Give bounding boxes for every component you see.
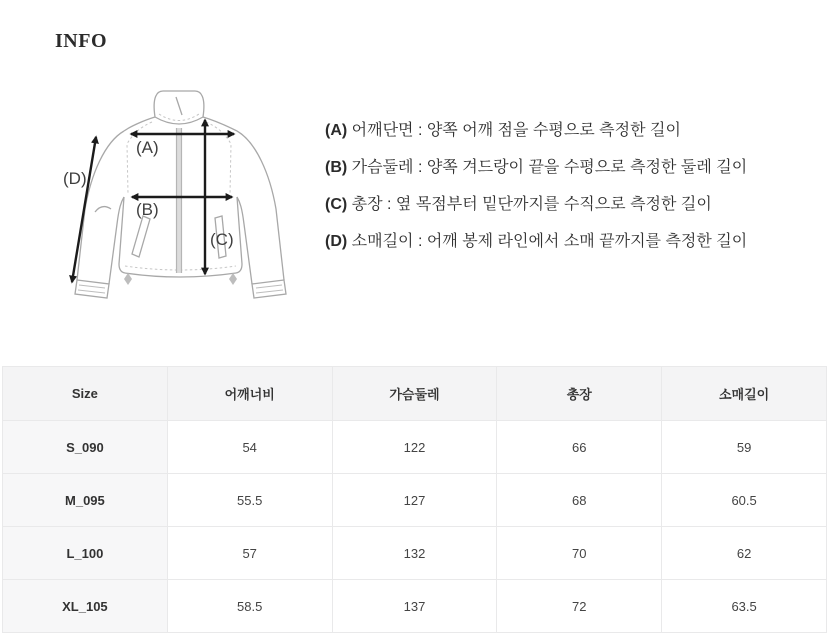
table-row-s090 [3,421,827,474]
measurement-key-C: (C) [325,196,348,213]
size-cell: XL_105 [3,580,168,633]
value-cell: 59 [662,421,827,474]
measurement-desc-A [325,112,747,149]
measurement-desc-C [325,186,747,223]
jacket-measurement-diagram [55,84,317,312]
arrow-sleeve-D [72,137,96,282]
measurement-key-A: (A) [325,122,348,139]
value-cell: 60.5 [662,474,827,527]
measurement-text-A: 어깨단면 : 양쪽 어깨 점을 수평으로 측정한 길이 [351,122,681,139]
value-cell: 68 [497,474,662,527]
table-row-xl105 [3,580,827,633]
value-cell: 58.5 [167,580,332,633]
header-shoulder-width: 어깨너비 [167,367,332,421]
diagram-label-A: (A) [136,138,159,157]
diagram-label-C: (C) [210,230,234,249]
header-size: Size [3,367,168,421]
value-cell: 70 [497,527,662,580]
jacket-diagram-svg [55,84,317,312]
measurement-desc-B [325,149,747,186]
measurement-key-B: (B) [325,159,348,176]
measurement-text-C: 총장 : 옆 목점부터 밑단까지를 수직으로 측정한 길이 [351,196,712,213]
measurement-key-D: (D) [325,233,348,250]
value-cell: 72 [497,580,662,633]
header-chest: 가슴둘레 [332,367,497,421]
value-cell: 63.5 [662,580,827,633]
measurement-descriptions [325,112,747,260]
diagram-label-B: (B) [136,200,159,219]
diagram-label-D: (D) [63,169,87,188]
value-cell: 132 [332,527,497,580]
value-cell: 137 [332,580,497,633]
table-row-l100 [3,527,827,580]
value-cell: 122 [332,421,497,474]
size-cell: S_090 [3,421,168,474]
jacket-zipper [177,128,182,273]
value-cell: 54 [167,421,332,474]
value-cell: 127 [332,474,497,527]
size-cell: L_100 [3,527,168,580]
measurement-text-B: 가슴둘레 : 양쪽 겨드랑이 끝을 수평으로 측정한 둘레 길이 [351,159,748,176]
table-header-row [3,367,827,421]
size-table [2,366,827,633]
value-cell: 55.5 [167,474,332,527]
value-cell: 66 [497,421,662,474]
value-cell: 57 [167,527,332,580]
header-sleeve-length: 소매길이 [662,367,827,421]
header-total-length: 총장 [497,367,662,421]
value-cell: 62 [662,527,827,580]
size-cell: M_095 [3,474,168,527]
table-row-m095 [3,474,827,527]
measurement-text-D: 소매길이 : 어깨 봉제 라인에서 소매 끝까지를 측정한 길이 [351,233,748,250]
page-title: INFO [55,30,107,52]
measurement-desc-D [325,223,747,260]
